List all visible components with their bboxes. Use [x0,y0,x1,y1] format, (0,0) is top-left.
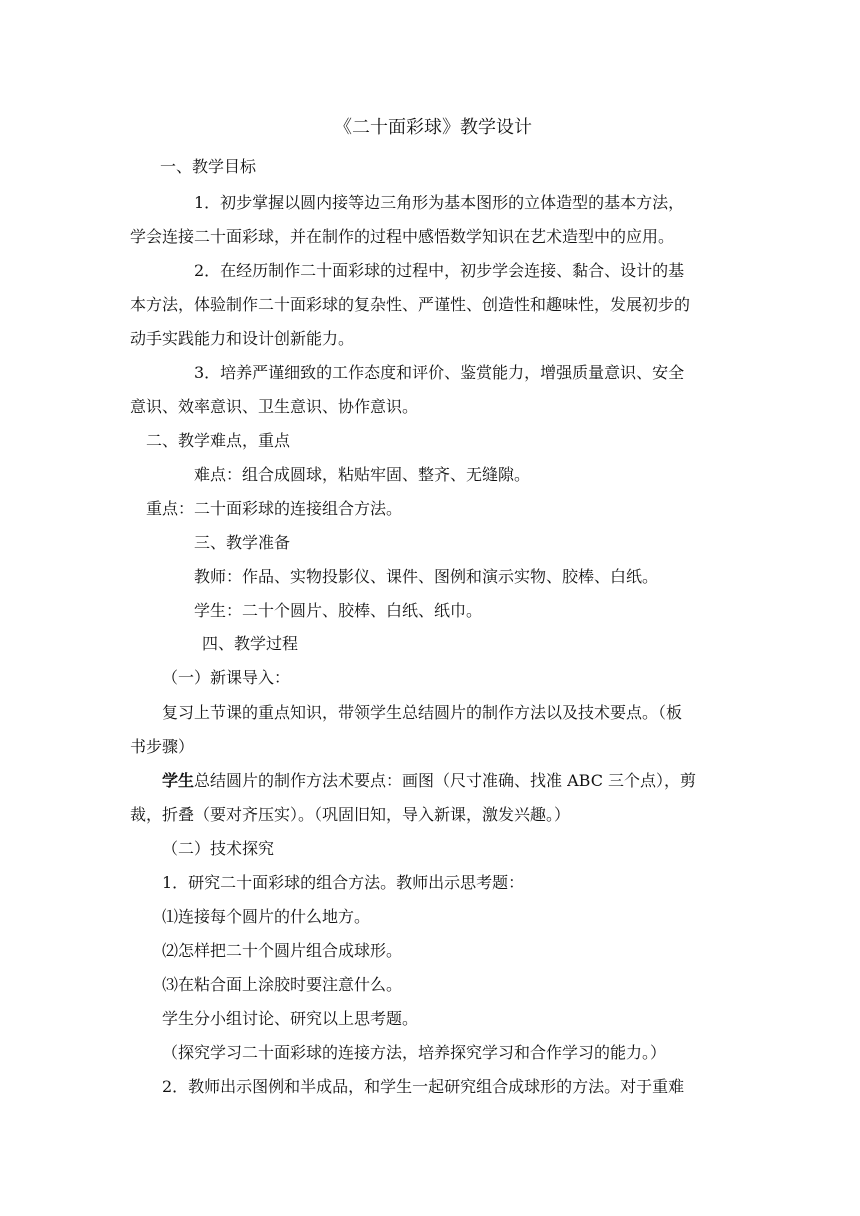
goal-3-line-2: 意识、效率意识、卫生意识、协作意识。 [130,397,419,416]
goal-1-line-2: 学会连接二十面彩球，并在制作的过程中感悟数学知识在艺术造型中的应用。 [130,227,675,246]
goal-3-line-1: 3．培养严谨细致的工作态度和评价、鉴赏能力，增强质量意识、安全 [194,363,685,382]
section-heading-goals: 一、教学目标 [160,157,257,176]
discussion-text: 学生分小组讨论、研究以上思考题。 [162,1009,419,1028]
summary-line-1 [162,771,696,791]
subsection-intro: （一）新课导入： [162,668,291,687]
document-title: 《二十面彩球》教学设计 [334,117,532,138]
student-bold-label: 学生 [162,771,195,790]
section-heading-preparation: 三、教学准备 [194,533,291,552]
summary-line-1-rest: 总结圆片的制作方法术要点：画图（尺寸准确、找准 ABC 三个点），剪 [194,771,697,790]
subsection-research: （二）技术探究 [162,839,275,858]
question-3: ⑶在粘合面上涂胶时要注意什么。 [162,975,403,994]
goal-2-line-2: 本方法，体验制作二十面彩球的复杂性、严谨性、创造性和趣味性，发展初步的 [130,295,691,314]
summary-line-2: 裁，折叠（要对齐压实）。（巩固旧知，导入新课，激发兴趣。） [130,805,571,824]
goal-2-line-1: 2．在经历制作二十面彩球的过程中，初步学会连接、黏合、设计的基 [194,261,685,280]
research-step-1: 1．研究二十面彩球的组合方法。教师出示思考题： [162,873,525,892]
goal-2-line-3: 动手实践能力和设计创新能力。 [130,329,355,348]
goal-1-line-1: 1．初步掌握以圆内接等边三角形为基本图形的立体造型的基本方法， [194,193,685,212]
section-heading-difficulty: 二、教学难点，重点 [146,431,291,450]
research-step-2: 2．教师出示图例和半成品，和学生一起研究组合成球形的方法。对于重难 [162,1077,685,1096]
section-heading-process: 四、教学过程 [202,634,299,653]
question-1: ⑴连接每个圆片的什么地方。 [162,907,371,926]
review-line-2: 书步骤） [130,737,195,756]
keypoint-text: 重点：二十面彩球的连接组合方法。 [146,499,403,518]
prep-teacher: 教师：作品、实物投影仪、课件、图例和演示实物、胶棒、白纸。 [194,567,659,586]
review-line-1: 复习上节课的重点知识，带领学生总结圆片的制作方法以及技术要点。（板 [162,703,683,722]
purpose-text: （探究学习二十面彩球的连接方法，培养探究学习和合作学习的能力。） [162,1043,667,1062]
difficulty-text: 难点：组合成圆球，粘贴牢固、整齐、无缝隙。 [194,465,531,484]
question-2: ⑵怎样把二十个圆片组合成球形。 [162,941,403,960]
prep-student: 学生：二十个圆片、胶棒、白纸、纸巾。 [194,601,483,620]
